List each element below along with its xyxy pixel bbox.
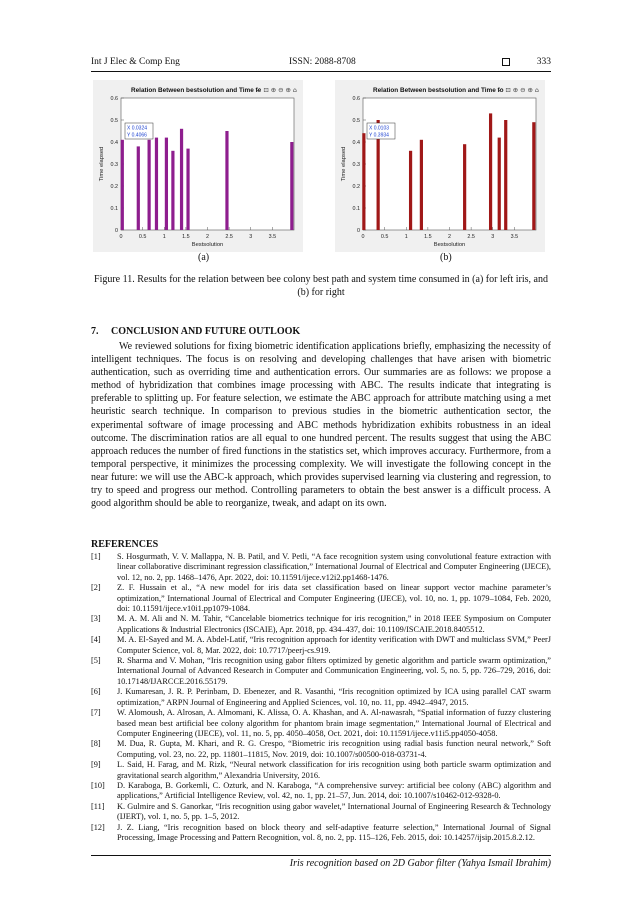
y-tick-label: 0.3 xyxy=(110,162,118,168)
reference-item xyxy=(91,583,551,614)
reference-number: [10] xyxy=(91,780,105,790)
reference-item xyxy=(91,781,551,802)
y-tick-label: 0.1 xyxy=(110,206,118,212)
reference-text: K. Gulmire and S. Ganorkar, “Iris recognition using gabor wavelet,” International Journal of Engineering Research & Technology (IJERT), vol. 1, no. 5, pp. 1–5, 2012. xyxy=(117,801,551,822)
reference-text: J. Z. Liang, “Iris recognition based on block theory and self-adaptive featurre selection,” International Journal of Signal Processing, Image Processing and Pattern Recognition, vol. 8, no. 2, pp. 115–126, Feb. 2015, doi: 10.14257/ijsip.2015.8.2.12. xyxy=(117,822,551,842)
figure-caption: Figure 11. Results for the relation between bee colony best path and system time consumed in (a) for left iris, and (b) for right xyxy=(94,274,548,298)
x-tick-label: 0.5 xyxy=(380,234,389,240)
conclusion-paragraph: We reviewed solutions for fixing biometric identification applications briefly, emphasizing the necessity of intelligent techniques. The focus is on resolving and developing challenges that have arisen with biometric authentication, such as overriding time and authentication errors. Our summaries are as follows: we propose a method of hybridization that combines image processing with ABC. The results indicate that integrating is preferable to splitting up. For feature selection, we estimate the ABC approach for attribute matching using a met heuristic search technique. In comparison to previous studies in the biometric authentication sector, the experimental software of image processing and ABC methods hybridization exhibits robustness in an ideal outcome. The discrimination ratios are all equal to one hundred percent. The results suggest that using the ABC approach reduces the number of fired functions in the statistics set, which improves accuracy. Furthermore, from a temporal perspective, it minimizes the processing complexity. We will investigate the following concept in the near future: we will use the ABC-k approach, which provides supervised learning via clustering and regression, to try to speed and progress our method. Controlling parameters to obtain the best answer is a difficult process. A good algorithm should be able to reorganize, tweak, and adapt on its own. xyxy=(91,341,551,510)
reference-text: W. Alomoush, A. Alrosan, A. Almomani, K. Alissa, O. A. Khashan, and A. Al-nawasrah, “Spatial information of fuzzy clustering based mean best artificial bee colony algorithm for phantom brain image segmentation,” International Journal of Electrical and Computer Engineering (IJECE), vol. 11, no. 5, pp. 4050–4058, Oct. 2021, doi: 10.11591/ijece.v11i5.pp4050-4058. xyxy=(117,708,551,738)
reference-number: [3] xyxy=(91,614,101,624)
y-tick-label: 0.6 xyxy=(352,96,360,102)
plot-area xyxy=(363,98,536,230)
header-rule xyxy=(91,71,551,72)
y-tick-label: 0.5 xyxy=(352,118,360,124)
references-heading: REFERENCES xyxy=(91,539,159,550)
bar xyxy=(489,113,492,230)
reference-item xyxy=(91,739,551,760)
bar xyxy=(498,138,501,230)
issn: ISSN: 2088-8708 xyxy=(289,57,356,67)
x-tick-label: 1.5 xyxy=(182,234,190,240)
reference-item xyxy=(91,760,551,781)
bar xyxy=(290,142,293,230)
x-tick-label: 3.5 xyxy=(268,234,277,240)
bar xyxy=(171,151,174,230)
y-axis-label: Time elapsed xyxy=(99,146,105,182)
x-tick-label: 1.5 xyxy=(424,234,432,240)
reference-number: [8] xyxy=(91,739,101,749)
reference-item xyxy=(91,687,551,708)
chart-b xyxy=(335,80,545,252)
chart-title: Relation Between bestsolution and Time fe xyxy=(131,87,262,94)
toolbar-icons: ✓ ⊡ ⊕ ⊖ ⊕ ⌂ xyxy=(498,86,539,94)
bar xyxy=(362,133,365,230)
reference-text: M. A. M. Ali and N. M. Tahir, “Cancelable biometrics technique for iris recognition,” in 2018 IEEE Symposium on Computer Applications & Industrial Electronics (ISCAIE), Apr. 2018, pp. 434–437, doi: 10.1109/ISCAIE.2018.8405512. xyxy=(117,614,551,634)
reference-text: R. Sharma and V. Mohan, “Iris recognition using gabor filters optimized by genetic algorithm and particle swarm optimization,” International Journal of Advanced Research in Computer and Communication Engineering, vol. 5, no. 5, pp. 726–729, 2016, doi: 10.17148/IJARCCE.2016.55179. xyxy=(117,656,551,686)
x-tick-label: 3 xyxy=(249,234,253,240)
x-tick-label: 0.5 xyxy=(138,234,147,240)
x-tick-label: 2 xyxy=(448,234,451,240)
square-bullet-icon xyxy=(502,58,510,66)
reference-item xyxy=(91,823,551,844)
x-tick-label: 1 xyxy=(404,234,408,240)
bar xyxy=(186,149,189,230)
y-tick-label: 0 xyxy=(357,228,360,234)
reference-number: [6] xyxy=(91,687,101,697)
reference-number: [1] xyxy=(91,552,101,561)
x-tick-label: 0 xyxy=(119,234,123,240)
y-tick-label: 0.4 xyxy=(352,140,360,146)
reference-text: D. Karaboga, B. Gorkemli, C. Ozturk, and N. Karaboga, “A comprehensive survey: artificial bee colony (ABC) algorithm and applications,” Artificial Intelligence Review, vol. 42, no. 1, pp. 21–57, Jun. 2014, doi: 10.1007/s10462-012-9328-0. xyxy=(117,780,551,801)
subfigure-label-a: (a) xyxy=(198,252,210,263)
bar xyxy=(121,140,124,230)
y-axis-label: Time elapsed xyxy=(341,146,347,182)
reference-text: L. Said, H. Farag, and M. Rizk, “Neural network classification for iris recognition using both particle swarm optimization and gravitational search algorithm,” Alexandria University, 2016. xyxy=(117,760,551,780)
bar xyxy=(155,138,158,230)
y-tick-label: 0.2 xyxy=(110,184,118,190)
chart-a xyxy=(93,80,303,252)
y-tick-label: 0.4 xyxy=(110,140,118,146)
x-tick-label: 1 xyxy=(162,234,166,240)
reference-item xyxy=(91,552,551,583)
x-axis-label: Bestsolution xyxy=(191,242,224,248)
bar xyxy=(180,129,183,230)
reference-item xyxy=(91,802,551,823)
bar xyxy=(225,131,228,230)
y-tick-label: 0 xyxy=(115,228,118,234)
datatip-y: Y 0.4066 xyxy=(127,132,147,139)
reference-text: M. Dua, R. Gupta, M. Khari, and R. G. Crespo, “Biometric iris recognition using radial basis function neural network,” Soft Computing, vol. 23, no. 22, pp. 11801–11815, Nov. 2019, doi: 10.1007/s00500-018-03731-4. xyxy=(117,739,551,759)
page-footer: Iris recognition based on 2D Gabor filter (Yahya Ismail Ibrahim) xyxy=(289,858,551,869)
reference-item xyxy=(91,635,551,656)
bar xyxy=(165,138,168,230)
x-tick-label: 2.5 xyxy=(225,234,233,240)
bar xyxy=(148,140,151,230)
x-tick-label: 2 xyxy=(206,234,209,240)
x-tick-label: 3 xyxy=(491,234,495,240)
datatip-y: Y 0.3934 xyxy=(369,132,389,139)
references-list xyxy=(91,552,551,843)
datatip-x: X 0.0324 xyxy=(127,125,148,132)
y-tick-label: 0.6 xyxy=(110,96,118,102)
chart-title: Relation Between bestsolution and Time fo xyxy=(373,87,504,94)
reference-text: J. Kumaresan, J. R. P. Perinbam, D. Ebenezer, and R. Vasanthi, “Iris recognition optimized by ICA using parallel CAT swarm optimization,” ARPN Journal of Engineering and Applied Sciences, vol. 10, no. 11, pp. 4942–4947, 2015. xyxy=(117,687,551,707)
figure-panel-b xyxy=(335,80,545,252)
reference-number: [12] xyxy=(91,822,105,832)
reference-item xyxy=(91,614,551,635)
reference-text: M. A. El-Sayed and M. A. Abdel-Latif, “Iris recognition approach for identity verification with DWT and multiclass SVM,” PeerJ Computer Science, vol. 8, Mar. 2022, doi: 10.7717/peerj-cs.919. xyxy=(117,635,551,655)
page-number: 333 xyxy=(536,57,551,67)
bar xyxy=(463,144,466,230)
reference-number: [11] xyxy=(91,801,105,811)
reference-item xyxy=(91,656,551,687)
y-tick-label: 0.5 xyxy=(110,118,118,124)
bar xyxy=(504,120,507,230)
plot-area xyxy=(121,98,294,230)
x-tick-label: 2.5 xyxy=(467,234,475,240)
reference-number: [4] xyxy=(91,635,101,645)
reference-number: [5] xyxy=(91,656,101,666)
reference-number: [7] xyxy=(91,708,101,718)
x-tick-label: 0 xyxy=(361,234,365,240)
bar xyxy=(532,122,535,230)
journal-name: Int J Elec & Comp Eng xyxy=(91,57,180,67)
y-tick-label: 0.3 xyxy=(352,162,360,168)
reference-text: Z. F. Hussain et al., “A new model for iris data set classification based on linear support vector machine parameter’s optimization,” International Journal of Electrical and Computer Engineering (IJECE), vol. 10, no. 1, pp. 1079–1084, Feb. 2020, doi: 10.11591/ijece.v10i1.pp1079-1084. xyxy=(117,583,551,614)
section-heading: 7. CONCLUSION AND FUTURE OUTLOOK xyxy=(91,326,301,337)
x-tick-label: 3.5 xyxy=(510,234,519,240)
datatip-x: X 0.0103 xyxy=(369,125,390,132)
bar xyxy=(137,146,140,230)
reference-number: [9] xyxy=(91,760,101,770)
reference-text: S. Hosgurmath, V. V. Mallappa, N. B. Patil, and V. Petli, “A face recognition system using convolutional feature extraction with linear collaborative discriminant regression classification,” International Journal of Electrical and Computer Engineering (IJECE), vol. 12, no. 2, pp. 1468–1476, Apr. 2022, doi: 10.11591/ijece.v12i2.pp1468-1476. xyxy=(117,552,551,582)
reference-item xyxy=(91,708,551,739)
y-tick-label: 0.2 xyxy=(352,184,360,190)
toolbar-icons: ✓ ⊡ ⊕ ⊖ ⊕ ⌂ xyxy=(256,86,297,94)
x-axis-label: Bestsolution xyxy=(433,242,466,248)
bar xyxy=(420,140,423,230)
footer-rule xyxy=(91,855,551,856)
subfigure-label-b: (b) xyxy=(440,252,452,263)
y-tick-label: 0.1 xyxy=(352,206,360,212)
bar xyxy=(409,151,412,230)
figure-panel-a xyxy=(93,80,303,252)
reference-number: [2] xyxy=(91,583,101,593)
